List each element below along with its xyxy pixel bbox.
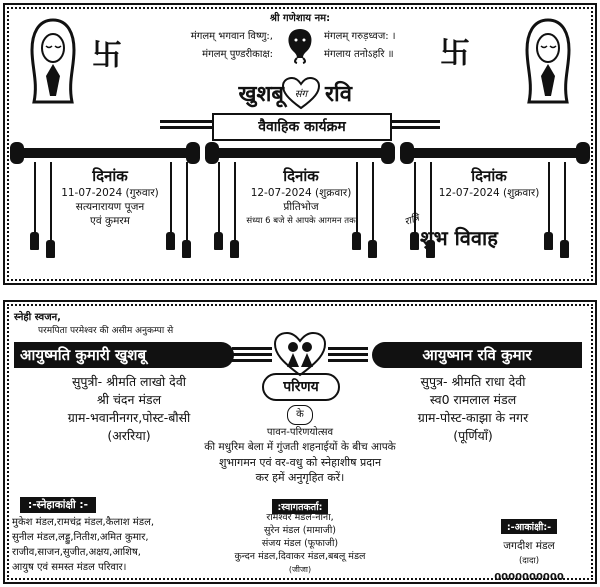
greeting-text: स्नेही स्वजन, xyxy=(14,312,61,323)
scroll-middle xyxy=(205,142,395,164)
snehakankshi-names xyxy=(12,515,212,575)
invite-line-2: की मधुरिम बेला में गुंजती शहनाईयों के बीच आपके xyxy=(204,441,396,453)
invite-line-3: शुभागमन एवं वर-वधु को स्नेहाशीष प्रदान xyxy=(218,456,382,469)
snehakankshi-label: :-स्नेहाकांक्षी :- xyxy=(20,497,96,513)
bride-line-1: सुपुत्री- श्रीमति लाखो देवी xyxy=(71,374,187,389)
event-3-prefix: रात्रि xyxy=(403,212,421,229)
swastik-right-icon: 卐 xyxy=(440,36,470,71)
tassel xyxy=(214,232,223,250)
swagatkarta-line: कुन्दन मंडल,दिवाकर मंडल,बबलू मंडल xyxy=(234,551,366,562)
event-2-title: दिनांक xyxy=(283,167,319,185)
aakankshi-section xyxy=(474,515,584,583)
event-3 xyxy=(434,166,544,200)
groom-line-1: सुपुत्र- श्रीमति राधा देवी xyxy=(420,374,526,389)
aakankshi-relation: (दादा) xyxy=(518,556,540,566)
scroll-right xyxy=(400,142,590,164)
invitation-message xyxy=(165,425,435,485)
snehakankshi-line: मुकेश मंडल,रामचंद्र मंडल,कैलाश मंडल, xyxy=(12,517,155,528)
swagatkarta-label: :स्वागतकर्ता: xyxy=(272,499,329,514)
event-3-date: 12-07-2024 (शुक्रवार) xyxy=(438,187,540,199)
tassel xyxy=(30,232,39,250)
event-1-title: दिनांक xyxy=(92,167,128,185)
tassel xyxy=(544,232,553,250)
event-1-date: 11-07-2024 (गुरुवार) xyxy=(61,187,159,199)
swagatkarta-line: संजय मंडल (फूफाजी) xyxy=(261,538,339,549)
swagatkarta-line: रामेश्वर मंडल-नाना, xyxy=(266,512,334,523)
tassel xyxy=(166,232,175,250)
tassel xyxy=(410,232,419,250)
event-1-line2: एवं कुमरम xyxy=(90,215,130,227)
banner-rule-left-2 xyxy=(160,126,212,129)
event-2-line1: प्रीतिभोज xyxy=(283,201,319,213)
ganesha-icon xyxy=(283,26,317,64)
wedding-schedule-card xyxy=(0,0,600,288)
event-1-line1: सत्यनारायण पूजन xyxy=(75,201,145,213)
snehakankshi-line: सुनील मंडल,लड्डु,नितीश,अमित कुमार, xyxy=(12,532,149,543)
invite-line-4: कर हमें अनुगृहित करें। xyxy=(255,471,345,484)
invite-line-1: पावन-परिणयोत्सव xyxy=(266,427,334,438)
couple-heart-icon xyxy=(273,331,327,377)
event-1 xyxy=(55,166,165,228)
banner-rule-right-2 xyxy=(388,126,440,129)
shloka-left-2: मंगलम् पुण्डरीकाक्ष: xyxy=(202,49,273,60)
praying-bride-left-icon xyxy=(28,16,78,106)
swagatkarta-line: सुरेन मंडल (मामाजी) xyxy=(263,525,337,536)
shloka-right-1: मंगलम् गरुड़ध्वज: । xyxy=(324,31,396,42)
event-2-date: 12-07-2024 (शुक्रवार) xyxy=(250,187,352,199)
bride-line-4: (अररिया) xyxy=(107,428,151,443)
parinay-badge: परिणय xyxy=(262,373,340,401)
snehakankshi-line: राजीव,साजन,सुजीत,अक्षय,आशिष, xyxy=(12,547,141,558)
snehakankshi-line: आयुष एवं समस्त मंडल परिवार। xyxy=(12,562,127,573)
phone-number: 0000000000 xyxy=(494,572,564,583)
aakankshi-name: जगदीश मंडल xyxy=(503,540,555,552)
bride-line-3: ग्राम-भवानीनगर,पोस्ट-बौसी xyxy=(67,410,191,425)
groom-line-2: स्व0 रामलाल मंडल xyxy=(429,392,517,407)
snehakankshi-section xyxy=(14,493,96,513)
swastik-left-icon: 卐 xyxy=(92,38,122,73)
banner-rule-right xyxy=(388,120,440,123)
shloka-left-1: मंगलम् भगवान विष्णु:, xyxy=(190,31,273,42)
tassel xyxy=(352,232,361,250)
bride-line-2: श्री चंदन मंडल xyxy=(96,392,162,407)
praying-bride-right-icon xyxy=(523,16,573,106)
groom-line-3: ग्राम-पोस्ट-काझा के नगर xyxy=(417,410,529,425)
event-2-line2: संध्या 6 बजे से आपके आगमन तक xyxy=(246,216,356,226)
event-banner: वैवाहिक कार्यक्रम xyxy=(212,113,392,141)
event-2 xyxy=(230,166,372,228)
scroll-left xyxy=(10,142,200,164)
swagatkarta-names xyxy=(200,511,400,576)
groom-name-heading: रवि xyxy=(325,82,352,107)
swagatkarta-line: (जीजा) xyxy=(288,565,312,574)
invocation-text: श्री गणेशाय नम: xyxy=(269,13,331,24)
tassel xyxy=(182,240,191,258)
tassel xyxy=(230,240,239,258)
tassel xyxy=(46,240,55,258)
invitation-card xyxy=(0,297,600,587)
blessing-text: परमपिता परमेश्वर की असीम अनुकम्पा से xyxy=(38,326,174,336)
bride-title-banner: आयुष्मति कुमारी खुशबू xyxy=(14,342,234,368)
banner-rule-left xyxy=(160,120,212,123)
event-3-line1: शुभ विवाह xyxy=(420,226,498,250)
aakankshi-label: :-आकांक्षी:- xyxy=(501,519,557,534)
shloka-right-2: मंगलाय तनोऽहरि ॥ xyxy=(324,49,394,60)
ke-badge: के xyxy=(287,405,313,425)
event-3-title: दिनांक xyxy=(471,167,507,185)
groom-title-banner: आयुष्मान रवि कुमार xyxy=(372,342,582,368)
bride-name-heading: खुशबू xyxy=(238,82,284,107)
tassel xyxy=(560,240,569,258)
tassel xyxy=(368,240,377,258)
groom-line-4: (पूर्णियाँ) xyxy=(453,428,493,443)
heart-text: संग xyxy=(294,89,308,100)
